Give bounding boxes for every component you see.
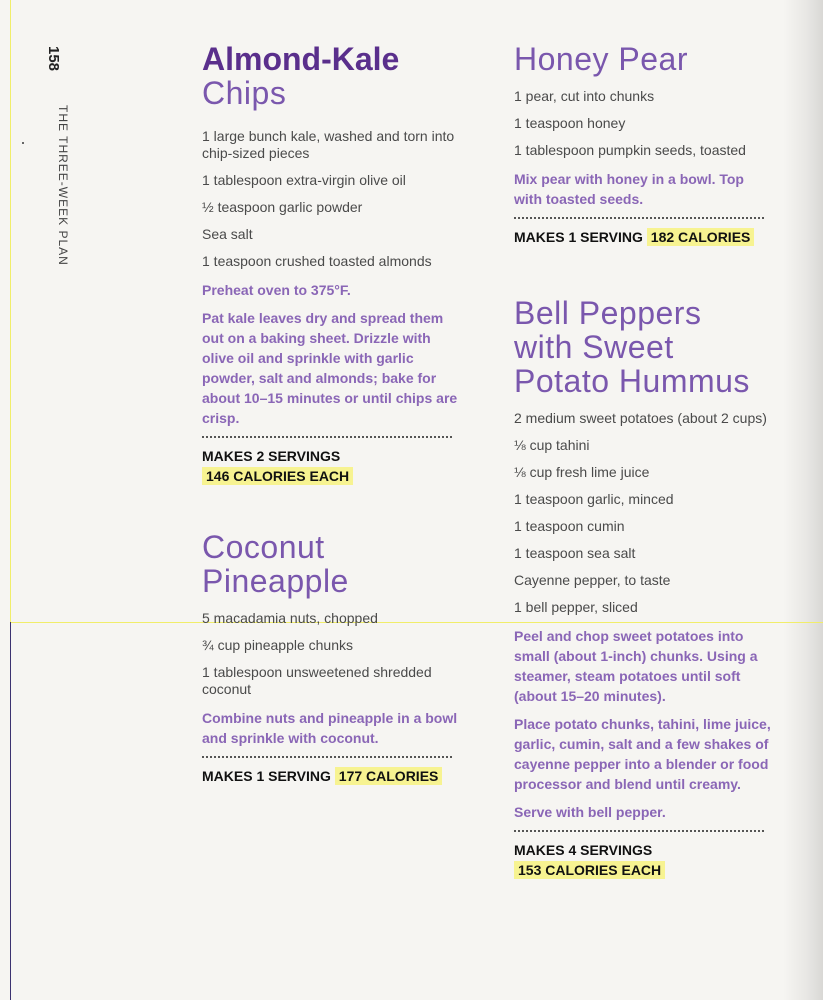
ingredient: 1 teaspoon honey [514,115,626,131]
recipe-coconut-pineapple [202,530,462,786]
recipe-bell-peppers-hummus [514,296,774,880]
title-line: Potato Hummus [514,363,750,399]
ingredient: 2 medium sweet potatoes (about 2 cups) [514,410,767,426]
instruction: Pat kale leaves dry and spread them out on a baking sheet. Drizzle with olive oil and sprinkle with garlic powder, salt and almonds; bake for about 10–15 minutes or until chips are crisp. [202,310,458,426]
servings-line [202,766,462,786]
instruction: Place potato chunks, tahini, lime juice, garlic, cumin, salt and a few shakes of cayenne pepper into a blender or food processor and blend until creamy. [514,716,771,792]
ingredient: ¾ cup pineapple chunks [202,637,353,653]
recipe-honey-pear [514,42,774,247]
title-line: Honey Pear [514,41,688,77]
ingredient: 1 teaspoon crushed toasted almonds [202,253,432,269]
page-number: 158 [45,46,62,72]
ingredient: 1 tablespoon pumpkin seeds, toasted [514,142,746,158]
recipe-title [202,530,462,598]
ingredient: 1 tablespoon extra-virgin olive oil [202,172,406,188]
servings-line [514,227,774,247]
recipe-title [202,42,462,110]
instruction: Serve with bell pepper. [514,804,666,820]
title-line: Chips [202,75,287,111]
servings-label: MAKES 1 SERVING [202,768,331,784]
ingredient: 1 teaspoon cumin [514,518,625,534]
ingredient: 1 large bunch kale, washed and torn into chip-sized pieces [202,128,455,161]
margin-dot [22,142,24,144]
ingredient: ½ teaspoon garlic powder [202,199,363,215]
dotted-divider [202,436,452,438]
running-head: THE THREE-WEEK PLAN [56,105,70,266]
recipe-title [514,42,774,76]
calories-highlight: 153 CALORIES EACH [514,861,665,879]
servings-label: MAKES 2 SERVINGS [202,448,341,464]
recipe-title [514,296,774,398]
ingredient: 5 macadamia nuts, chopped [202,610,378,626]
title-line: Coconut [202,529,325,565]
title-line: Almond-Kale [202,41,400,77]
page-edge-shadow [783,0,823,1000]
ingredient: ⅛ cup fresh lime juice [514,464,650,480]
instruction: Combine nuts and pineapple in a bowl and sprinkle with coconut. [202,710,458,746]
instruction: Preheat oven to 375°F. [202,282,351,298]
dotted-divider [514,217,764,219]
instruction: Mix pear with honey in a bowl. Top with toasted seeds. [514,171,744,207]
title-line: Bell Peppers [514,295,702,331]
ingredient: Sea salt [202,226,253,242]
calories-highlight: 177 CALORIES [335,767,443,785]
dotted-divider [514,830,764,832]
ingredient: 1 teaspoon garlic, minced [514,491,674,507]
title-line: Pineapple [202,563,349,599]
page-fold-line [10,622,11,1000]
ingredient: ⅛ cup tahini [514,437,590,453]
servings-label: MAKES 4 SERVINGS [514,842,653,858]
instruction: Peel and chop sweet potatoes into small (about 1-inch) chunks. Using a steamer, steam potatoes until soft (about 15–20 minutes). [514,628,758,704]
ingredient: 1 bell pepper, sliced [514,599,638,615]
ingredient: 1 tablespoon unsweetened shredded coconut [202,664,432,697]
ingredient: Cayenne pepper, to taste [514,572,671,588]
ingredient: 1 teaspoon sea salt [514,545,636,561]
ingredient: 1 pear, cut into chunks [514,88,655,104]
servings-label: MAKES 1 SERVING [514,229,643,245]
calories-highlight: 182 CALORIES [647,228,755,246]
recipe-almond-kale-chips [202,42,462,486]
dotted-divider [202,756,452,758]
title-line: with Sweet [514,329,674,365]
calories-highlight: 146 CALORIES EACH [202,467,353,485]
